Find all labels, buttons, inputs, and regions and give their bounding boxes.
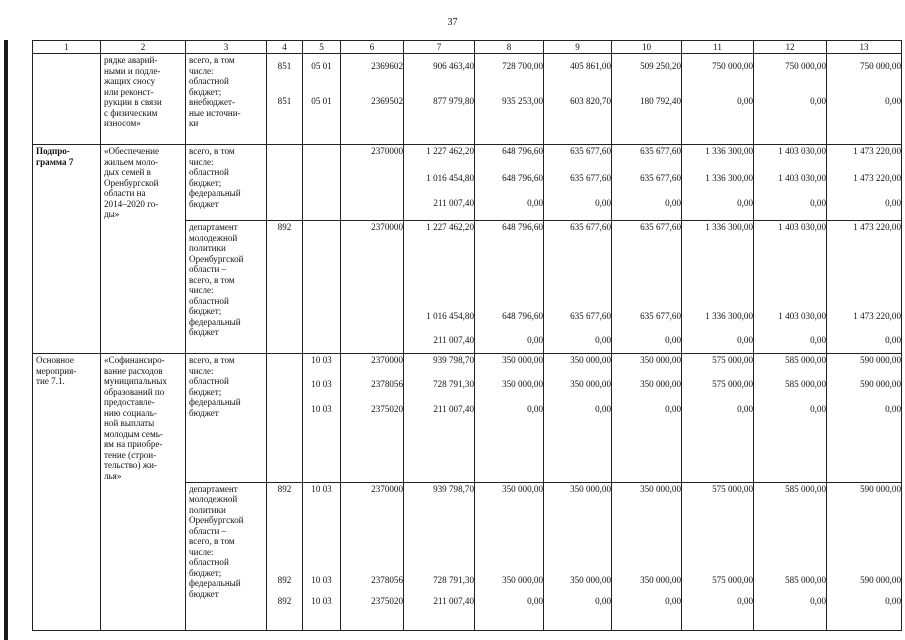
cell-admin-code-value: 851 <box>277 61 292 71</box>
cell-col3: всего, в том числе: областной бюджет; федеральный бюджет <box>186 145 267 221</box>
cell-amount-col9-value: 635 677,60 <box>570 311 611 321</box>
cell-section-code-value: 10 03 <box>311 355 332 365</box>
cell-amount-col9 <box>544 221 612 354</box>
column-number-11: 11 <box>682 41 754 54</box>
cell-amount-col8 <box>475 54 544 145</box>
cell-target-code-value: 2369502 <box>371 96 403 106</box>
cell-col2 <box>101 482 186 630</box>
cell-amount-col13-value: 1 473 220,00 <box>853 311 901 321</box>
cell-amount-col8 <box>475 145 544 221</box>
cell-amount-col12-value: 585 000,00 <box>785 483 826 494</box>
cell-amount-col12-value: 585 000,00 <box>785 355 826 365</box>
cell-col2 <box>101 221 186 354</box>
cell-amount-col12-value: 0,00 <box>810 96 826 106</box>
cell-amount-col10-value: 180 792,40 <box>640 96 681 106</box>
cell-amount-col9-value: 350 000,00 <box>570 574 611 585</box>
cell-amount-col7 <box>404 354 475 483</box>
cell-amount-col9-value: 0,00 <box>595 404 611 414</box>
cell-amount-col13-value: 0,00 <box>885 198 901 208</box>
cell-amount-col8-value: 0,00 <box>527 404 543 414</box>
cell-amount-col11-value: 575 000,00 <box>712 379 753 389</box>
cell-target-code-value: 2369602 <box>371 61 403 71</box>
cell-amount-col13 <box>827 145 902 221</box>
cell-amount-col13 <box>827 54 902 145</box>
cell-amount-col9 <box>544 354 612 483</box>
cell-amount-col10-value: 509 250,20 <box>640 61 681 71</box>
cell-amount-col11-value: 0,00 <box>737 404 753 414</box>
cell-amount-col11 <box>682 221 754 354</box>
cell-amount-col7-value: 211 007,40 <box>433 595 474 606</box>
cell-amount-col11 <box>682 354 754 483</box>
cell-amount-col9-value: 350 000,00 <box>570 379 611 389</box>
cell-amount-col11-value: 0,00 <box>737 595 753 606</box>
row-continuation <box>33 54 902 145</box>
cell-amount-col11-value: 575 000,00 <box>712 574 753 585</box>
cell-amount-col8-value: 0,00 <box>527 335 543 345</box>
cell-amount-col13-value: 1 473 220,00 <box>853 146 901 156</box>
cell-amount-col10-value: 0,00 <box>665 198 681 208</box>
cell-amount-col11-value: 575 000,00 <box>712 355 753 365</box>
cell-section-code-value: 05 01 <box>311 61 332 71</box>
cell-amount-col13-value: 590 000,00 <box>860 355 901 365</box>
cell-amount-col8-value: 648 796,60 <box>502 311 543 321</box>
cell-amount-col8-value: 350 000,00 <box>502 355 543 365</box>
column-number-10: 10 <box>612 41 682 54</box>
cell-amount-col9 <box>544 145 612 221</box>
cell-admin-code-value: 892 <box>277 222 292 232</box>
cell-amount-col10 <box>612 221 682 354</box>
cell-amount-col8 <box>475 354 544 483</box>
cell-admin-code-value: 851 <box>277 96 292 106</box>
cell-amount-col10-value: 350 000,00 <box>640 379 681 389</box>
cell-amount-col8-value: 350 000,00 <box>502 483 543 494</box>
cell-col3: всего, в том числе: областной бюджет; федеральный бюджет <box>186 354 267 483</box>
cell-amount-col13-value: 590 000,00 <box>860 574 901 585</box>
cell-amount-col7-value: 1 227 462,20 <box>426 222 474 232</box>
cell-admin-code-value: 892 <box>277 483 292 494</box>
cell-amount-col8-value: 648 796,60 <box>502 146 543 156</box>
cell-amount-col7-value: 1 227 462,20 <box>426 146 474 156</box>
cell-amount-col10 <box>612 145 682 221</box>
cell-section-code <box>303 54 341 145</box>
cell-section-code-value: 10 03 <box>311 595 332 606</box>
binding-edge <box>4 40 8 640</box>
column-number-6: 6 <box>341 41 404 54</box>
cell-amount-col7-value: 728 791,30 <box>433 574 474 585</box>
column-number-12: 12 <box>754 41 827 54</box>
cell-amount-col7-value: 211 007,40 <box>433 335 474 345</box>
cell-amount-col12 <box>754 54 827 145</box>
cell-target-code-value: 2375020 <box>371 595 403 606</box>
cell-amount-col7-value: 877 979,80 <box>433 96 474 106</box>
cell-section-code-value: 10 03 <box>311 483 332 494</box>
cell-amount-col9-value: 350 000,00 <box>570 355 611 365</box>
cell-amount-col9-value: 405 861,00 <box>570 61 611 71</box>
cell-target-code <box>341 354 404 483</box>
cell-amount-col8 <box>475 221 544 354</box>
column-number-2: 2 <box>101 41 186 54</box>
cell-amount-col10-value: 635 677,60 <box>640 222 681 232</box>
cell-target-code <box>341 54 404 145</box>
cell-col1: Подпро- грамма 7 <box>33 145 101 221</box>
cell-amount-col11-value: 0,00 <box>737 335 753 345</box>
cell-amount-col12-value: 1 403 030,00 <box>778 311 826 321</box>
cell-amount-col11-value: 1 336 300,00 <box>705 222 753 232</box>
cell-section-code <box>303 354 341 483</box>
cell-amount-col7 <box>404 145 475 221</box>
cell-target-code-value: 2370000 <box>371 355 403 365</box>
cell-amount-col13 <box>827 482 902 630</box>
cell-amount-col10-value: 0,00 <box>665 404 681 414</box>
cell-amount-col9-value: 635 677,60 <box>570 222 611 232</box>
cell-amount-col11-value: 0,00 <box>737 96 753 106</box>
cell-amount-col10-value: 350 000,00 <box>640 574 681 585</box>
cell-amount-col10-value: 635 677,60 <box>640 173 681 183</box>
cell-amount-col10 <box>612 354 682 483</box>
cell-target-code-value: 2370000 <box>371 483 403 494</box>
cell-amount-col13 <box>827 221 902 354</box>
cell-target-code-value: 2378056 <box>371 574 403 585</box>
cell-amount-col7-value: 939 798,70 <box>433 355 474 365</box>
cell-amount-col12-value: 585 000,00 <box>785 574 826 585</box>
row-measure-7-1 <box>33 354 902 483</box>
cell-section-code <box>303 145 341 221</box>
cell-amount-col10-value: 350 000,00 <box>640 483 681 494</box>
cell-amount-col11-value: 1 336 300,00 <box>705 173 753 183</box>
cell-amount-col12 <box>754 482 827 630</box>
cell-amount-col8-value: 648 796,60 <box>502 173 543 183</box>
cell-amount-col11-value: 575 000,00 <box>712 483 753 494</box>
cell-col3: департамент молодежной политики Оренбургской области – всего, в том числе: областной бюджет; федеральный бюджет <box>186 221 267 354</box>
cell-col1: Основное мероприя- тие 7.1. <box>33 354 101 483</box>
cell-amount-col13-value: 0,00 <box>885 404 901 414</box>
column-number-13: 13 <box>827 41 902 54</box>
cell-col2: «Обеспечение жильем моло- дых семей в Оренбургской области на 2014–2020 го- ды» <box>101 145 186 221</box>
cell-amount-col13-value: 0,00 <box>885 96 901 106</box>
cell-section-code-value: 10 03 <box>311 574 332 585</box>
cell-amount-col12 <box>754 221 827 354</box>
row-subprogram-7-department <box>33 221 902 354</box>
cell-target-code <box>341 482 404 630</box>
cell-amount-col9-value: 0,00 <box>595 198 611 208</box>
column-number-4: 4 <box>267 41 303 54</box>
column-number-row <box>33 41 902 54</box>
cell-target-code-value: 2370000 <box>371 146 403 156</box>
cell-amount-col7-value: 211 007,40 <box>433 404 474 414</box>
cell-amount-col12-value: 0,00 <box>810 404 826 414</box>
cell-admin-code <box>267 54 303 145</box>
cell-amount-col11 <box>682 54 754 145</box>
cell-col1 <box>33 482 101 630</box>
cell-amount-col8-value: 648 796,60 <box>502 222 543 232</box>
cell-amount-col8 <box>475 482 544 630</box>
cell-amount-col13-value: 590 000,00 <box>860 483 901 494</box>
cell-amount-col7-value: 906 463,40 <box>433 61 474 71</box>
cell-amount-col10-value: 0,00 <box>665 595 681 606</box>
column-number-3: 3 <box>186 41 267 54</box>
cell-amount-col12-value: 1 403 030,00 <box>778 146 826 156</box>
cell-section-code <box>303 221 341 354</box>
cell-section-code-value: 05 01 <box>311 96 332 106</box>
cell-amount-col10 <box>612 54 682 145</box>
column-number-5: 5 <box>303 41 341 54</box>
cell-amount-col12-value: 1 403 030,00 <box>778 222 826 232</box>
cell-amount-col13-value: 1 473 220,00 <box>853 173 901 183</box>
cell-amount-col12-value: 750 000,00 <box>785 61 826 71</box>
cell-amount-col9 <box>544 54 612 145</box>
cell-target-code-value: 2375020 <box>371 404 403 414</box>
cell-amount-col11-value: 1 336 300,00 <box>705 146 753 156</box>
cell-amount-col10 <box>612 482 682 630</box>
cell-section-code-value: 10 03 <box>311 404 332 414</box>
cell-target-code <box>341 221 404 354</box>
cell-target-code <box>341 145 404 221</box>
cell-amount-col13-value: 590 000,00 <box>860 379 901 389</box>
cell-amount-col7 <box>404 482 475 630</box>
cell-amount-col7-value: 1 016 454,80 <box>426 173 474 183</box>
row-subprogram-7 <box>33 145 902 221</box>
cell-amount-col9-value: 635 677,60 <box>570 173 611 183</box>
cell-amount-col12-value: 0,00 <box>810 335 826 345</box>
cell-amount-col11-value: 1 336 300,00 <box>705 311 753 321</box>
column-number-9: 9 <box>544 41 612 54</box>
cell-col3: департамент молодежной политики Оренбургской области – всего, в том числе: областной бюджет; федеральный бюджет <box>186 482 267 630</box>
cell-amount-col11 <box>682 145 754 221</box>
cell-amount-col13-value: 0,00 <box>885 335 901 345</box>
cell-col2: рядке аварий- ными и подле- жащих сносу или реконст- рукции в связи с физическим износом» <box>101 54 186 145</box>
cell-amount-col11 <box>682 482 754 630</box>
cell-admin-code <box>267 145 303 221</box>
cell-col1 <box>33 54 101 145</box>
cell-amount-col7-value: 1 016 454,80 <box>426 311 474 321</box>
cell-amount-col12 <box>754 354 827 483</box>
cell-amount-col8-value: 350 000,00 <box>502 379 543 389</box>
cell-amount-col12-value: 0,00 <box>810 595 826 606</box>
cell-admin-code <box>267 221 303 354</box>
cell-amount-col9-value: 635 677,60 <box>570 146 611 156</box>
cell-section-code-value: 10 03 <box>311 379 332 389</box>
cell-col1 <box>33 221 101 354</box>
column-number-7: 7 <box>404 41 475 54</box>
cell-amount-col9-value: 0,00 <box>595 335 611 345</box>
cell-admin-code-value: 892 <box>277 574 292 585</box>
column-number-8: 8 <box>475 41 544 54</box>
cell-amount-col13-value: 1 473 220,00 <box>853 222 901 232</box>
cell-col2: «Софинансиро- вание расходов муниципальных образований по предоставле- нию социаль- ной выплаты молодым семь- ям на приобре- тение (строи- тельство) жи- лья» <box>101 354 186 483</box>
cell-amount-col13 <box>827 354 902 483</box>
cell-amount-col8-value: 350 000,00 <box>502 574 543 585</box>
cell-admin-code <box>267 482 303 630</box>
cell-amount-col8-value: 728 700,00 <box>502 61 543 71</box>
cell-amount-col10-value: 0,00 <box>665 335 681 345</box>
budget-table <box>32 40 902 631</box>
cell-amount-col8-value: 0,00 <box>527 198 543 208</box>
cell-amount-col7-value: 939 798,70 <box>433 483 474 494</box>
cell-amount-col10-value: 350 000,00 <box>640 355 681 365</box>
cell-amount-col7-value: 728 791,30 <box>433 379 474 389</box>
cell-target-code-value: 2378056 <box>371 379 403 389</box>
cell-amount-col13-value: 0,00 <box>885 595 901 606</box>
cell-amount-col7-value: 211 007,40 <box>433 198 474 208</box>
page-number: 37 <box>447 17 458 28</box>
cell-amount-col9-value: 603 820,70 <box>570 96 611 106</box>
cell-amount-col8-value: 0,00 <box>527 595 543 606</box>
cell-amount-col12-value: 0,00 <box>810 198 826 208</box>
cell-amount-col9-value: 350 000,00 <box>570 483 611 494</box>
cell-amount-col12-value: 1 403 030,00 <box>778 173 826 183</box>
cell-amount-col12-value: 585 000,00 <box>785 379 826 389</box>
column-number-1: 1 <box>33 41 101 54</box>
cell-amount-col12 <box>754 145 827 221</box>
cell-admin-code-value: 892 <box>277 595 292 606</box>
cell-amount-col13-value: 750 000,00 <box>860 61 901 71</box>
cell-section-code <box>303 482 341 630</box>
cell-amount-col9-value: 0,00 <box>595 595 611 606</box>
cell-col3: всего, в том числе: областной бюджет; внебюджет- ные источни- ки <box>186 54 267 145</box>
cell-amount-col9 <box>544 482 612 630</box>
cell-admin-code <box>267 354 303 483</box>
row-measure-7-1-department <box>33 482 902 630</box>
cell-amount-col10-value: 635 677,60 <box>640 146 681 156</box>
cell-amount-col11-value: 750 000,00 <box>712 61 753 71</box>
cell-amount-col7 <box>404 221 475 354</box>
cell-amount-col8-value: 935 253,00 <box>502 96 543 106</box>
cell-target-code-value: 2370000 <box>371 222 403 232</box>
cell-amount-col7 <box>404 54 475 145</box>
cell-amount-col10-value: 635 677,60 <box>640 311 681 321</box>
cell-amount-col11-value: 0,00 <box>737 198 753 208</box>
